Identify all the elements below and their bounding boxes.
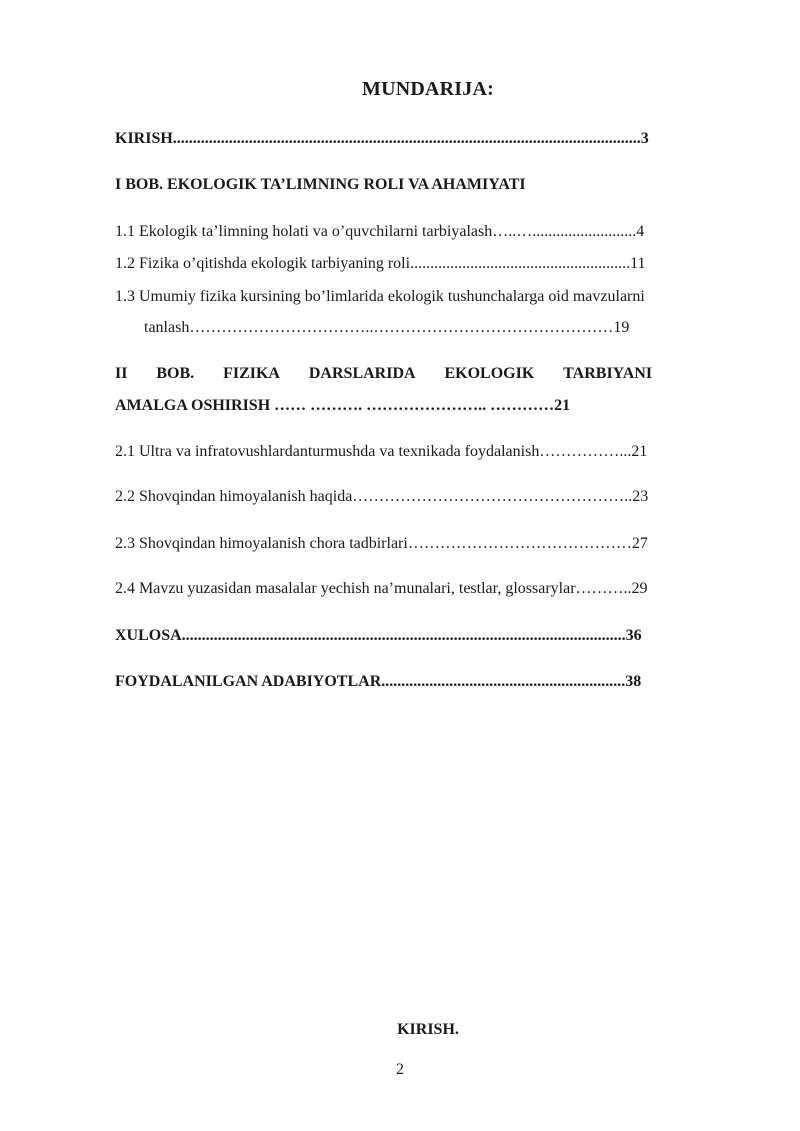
chapter-2-word: DARSLARIDA: [308, 365, 416, 382]
toc-entry-2-3: 2.3 Shovqindan himoyalanish chora tadbirlari……………………………………27: [115, 535, 648, 552]
toc-entry-2-4: 2.4 Mavzu yuzasidan masalalar yechish na’munalari, testlar, glossarylar………..29: [115, 580, 648, 597]
chapter-2-word: TARBIYANI: [563, 365, 653, 382]
chapter-2-word: BOB.: [156, 365, 195, 382]
section-heading-kirish: KIRISH.: [397, 1021, 459, 1038]
chapter-2-word: EKOLOGIK: [444, 365, 535, 382]
toc-entry-kirish: KIRISH.....................................................................................................................3: [115, 130, 649, 147]
toc-entry-1-1: 1.1 Ekologik ta’limning holati va o’quvchilarni tarbiyalash…..…..........................4: [115, 223, 645, 240]
toc-chapter-2-heading: [115, 364, 741, 384]
chapter-2-word: FIZIKA: [223, 365, 280, 382]
toc-chapter-1-heading: I BOB. EKOLOGIK TA’LIMNING ROLI VA AHAMIYATI: [115, 176, 526, 193]
toc-chapter-2-heading-continuation: AMALGA OSHIRISH …… ………. ………………….. …………21: [115, 397, 571, 414]
toc-entry-1-2: 1.2 Fizika o’qitishda ekologik tarbiyaning roli.......................................................11: [115, 255, 646, 272]
toc-entry-1-3-continuation: tanlash……………………………..………………………………………19: [144, 319, 630, 336]
chapter-2-word: II: [115, 365, 128, 382]
toc-entry-xulosa: XULOSA...............................................................................................................36: [115, 627, 642, 644]
page-number: 2: [396, 1061, 404, 1078]
toc-entry-1-3: 1.3 Umumiy fizika kursining bo’limlarida ekologik tushunchalarga oid mavzularni: [115, 288, 645, 305]
toc-entry-2-1: 2.1 Ultra va infratovushlardanturmushda va texnikada foydalanish……………...21: [115, 443, 648, 460]
toc-entry-adabiyotlar: FOYDALANILGAN ADABIYOTLAR.............................................................38: [115, 673, 642, 690]
toc-title: MUNDARIJA:: [362, 78, 494, 100]
toc-entry-2-2: 2.2 Shovqindan himoyalanish haqida……………………………………………..23: [115, 488, 649, 505]
